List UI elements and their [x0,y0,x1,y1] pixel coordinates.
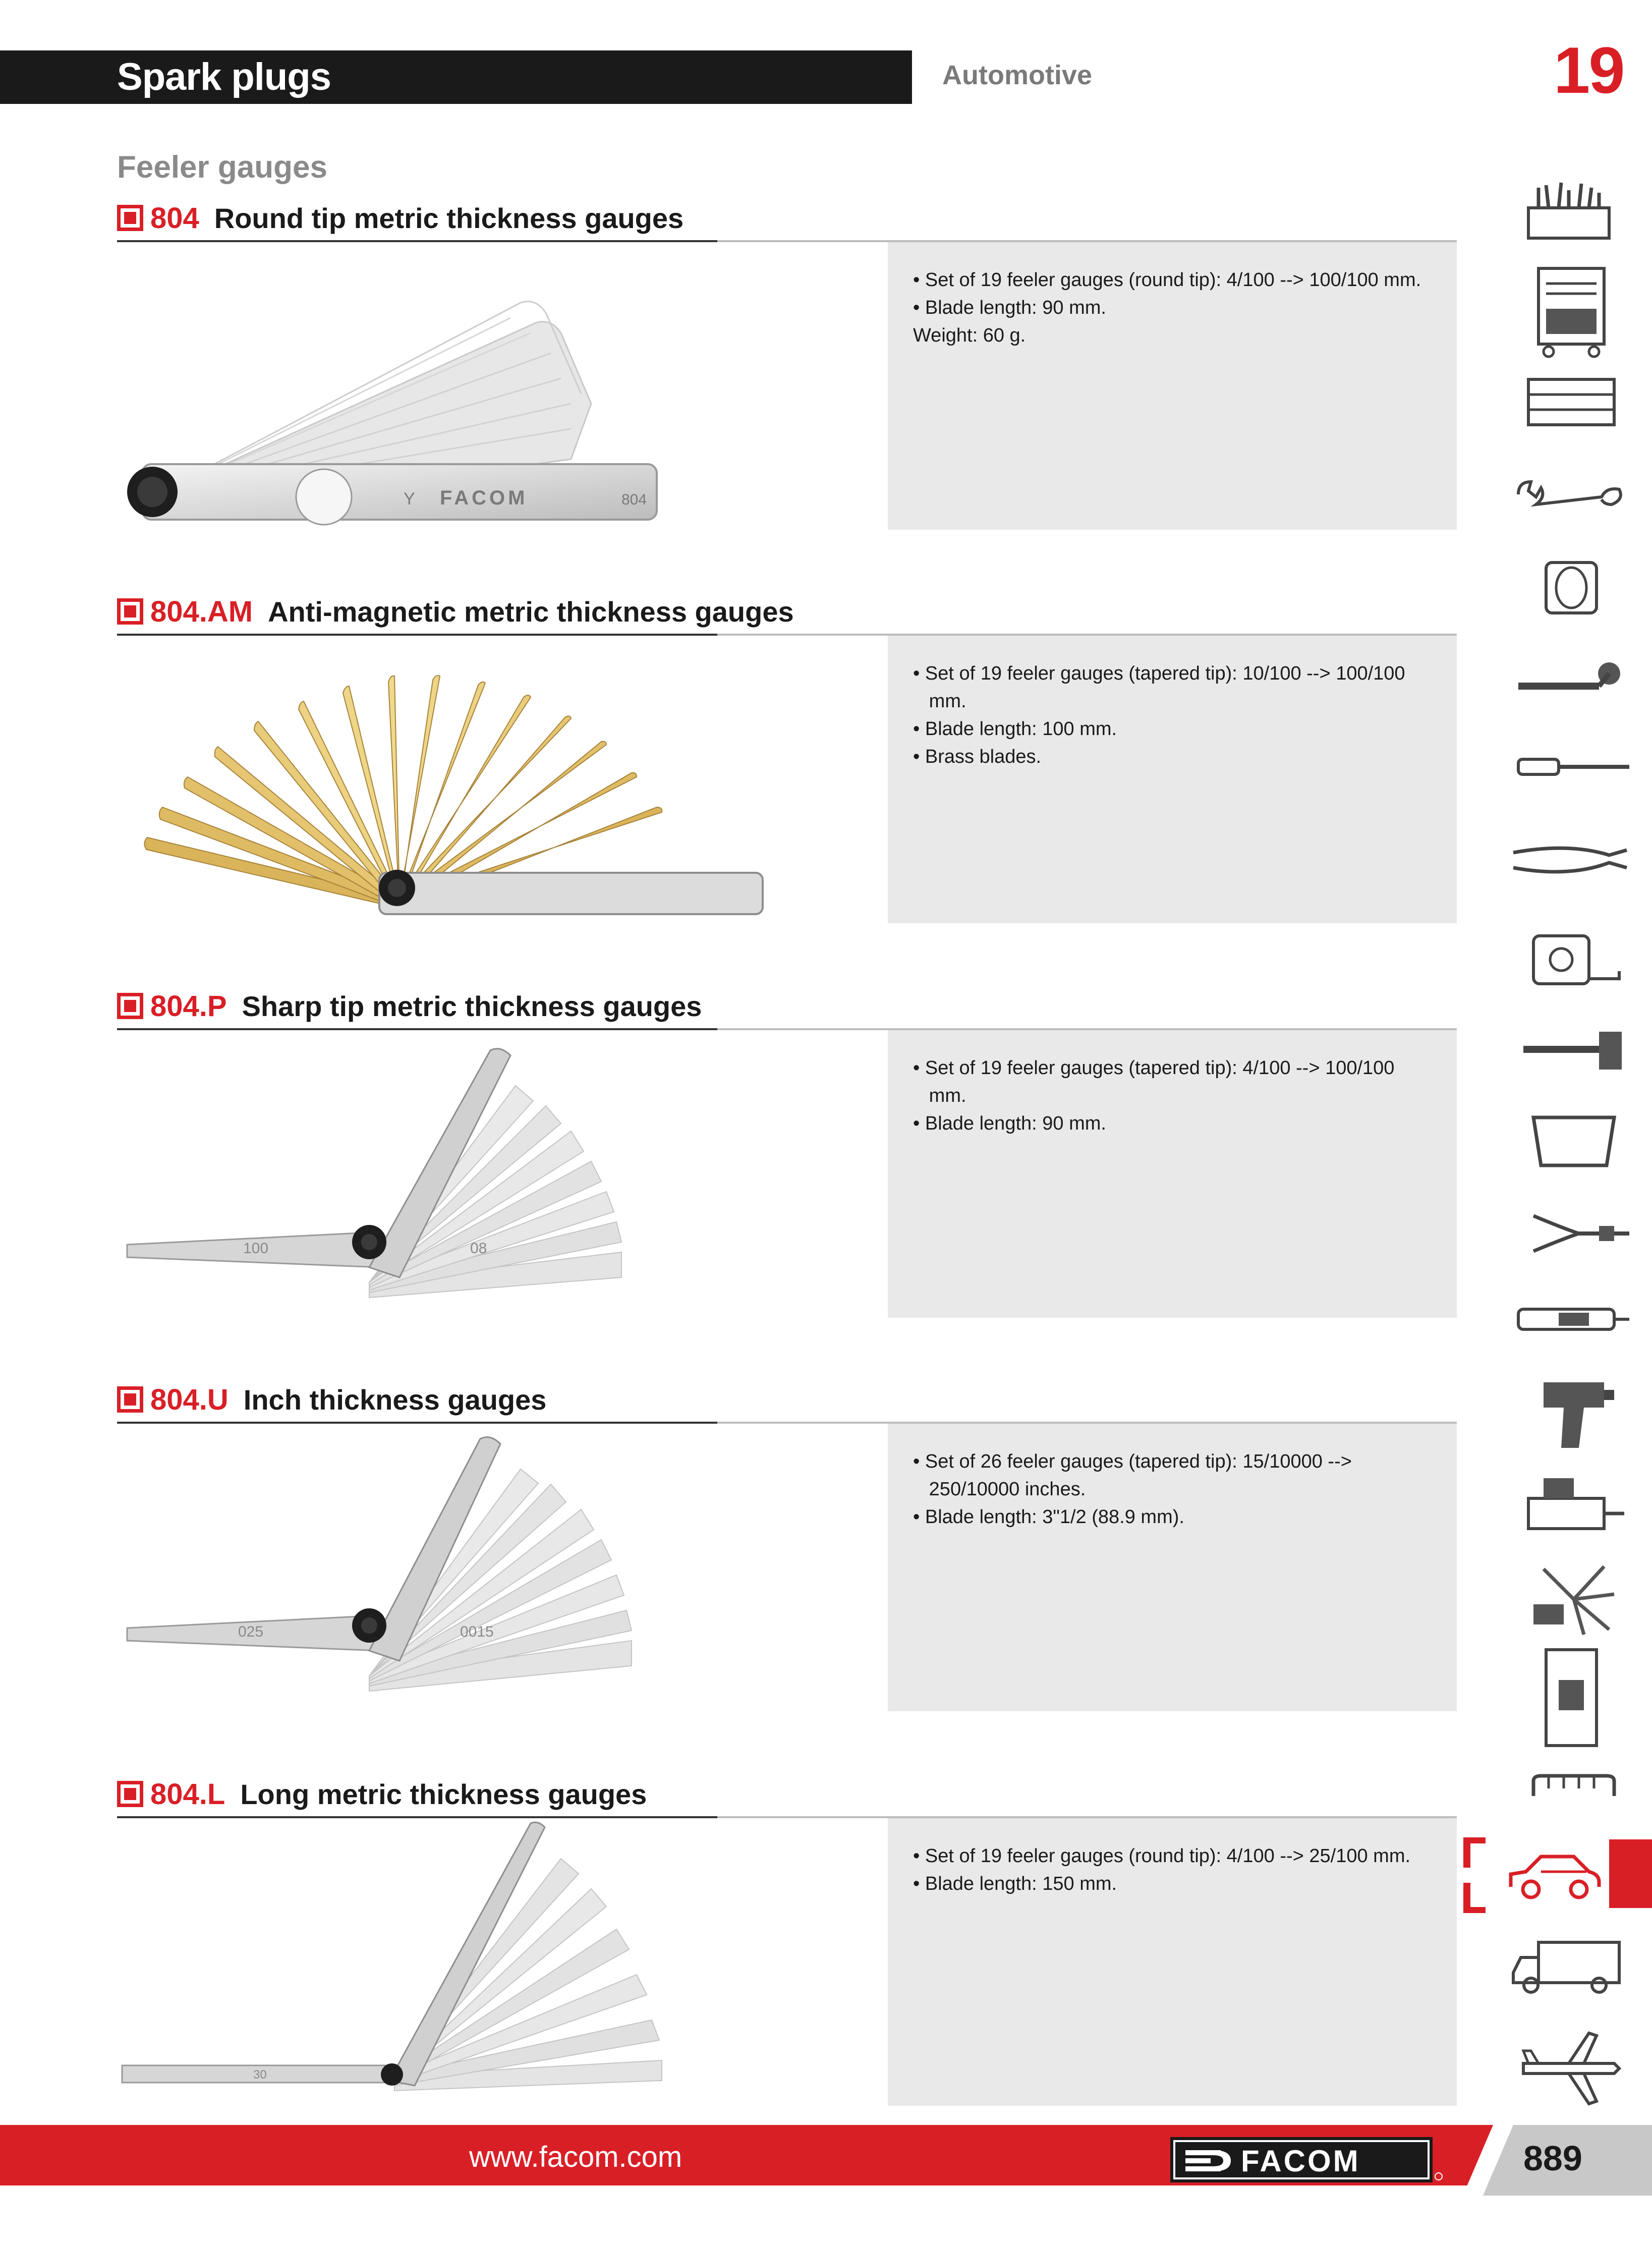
product-name: Round tip metric thickness gauges [214,202,684,234]
spec-line: • Blade length: 150 mm. [913,1873,1117,1894]
red-square-icon [117,993,143,1019]
page-number: 889 [1523,2139,1582,2178]
spec-line: • Set of 19 feeler gauges (tapered tip): 10/100 --> 100/100 [913,663,1405,684]
hammer-icon[interactable] [1518,1024,1629,1075]
spec-box [888,1424,1457,1711]
product-ref: 804 [150,201,199,235]
car-icon[interactable] [1503,1846,1604,1907]
blade-marking: 0015 [460,1623,494,1640]
product-name: Sharp tip metric thickness gauges [242,990,702,1022]
spec-line: mm. [913,1085,966,1106]
blade-marking: Y [404,489,415,509]
category-label: Automotive [942,60,1092,90]
page-title: Spark plugs [117,55,331,98]
product-title-row [117,1379,546,1420]
section-heading: Feeler gauges [117,150,327,185]
spec-line: • Set of 19 feeler gauges (round tip): 4/100 --> 100/100 mm. [913,269,1421,291]
tape-measure-icon[interactable] [1528,928,1624,989]
spec-line: • Brass blades. [913,746,1042,767]
aircraft-icon[interactable] [1513,2023,1624,2114]
product-ref: 804.AM [150,595,253,628]
blade-marking: FACOM [440,487,528,509]
long-gauge-image [117,1818,874,2141]
red-square-icon [117,1781,143,1807]
spec-line: • Set of 19 feeler gauges (tapered tip): 4/100 --> 100/100 [913,1057,1395,1079]
hacksaw-icon[interactable] [1523,1110,1624,1175]
spec-line: • Blade length: 90 mm. [913,1113,1106,1134]
product-name: Long metric thickness gauges [240,1778,647,1810]
facom-wordmark: FACOM [1241,2144,1360,2178]
red-square-icon [117,598,143,625]
spec-line: 250/10000 inches. [913,1479,1086,1500]
spec-line: • Blade length: 3"1/2 (88.9 mm). [913,1506,1184,1528]
pliers-icon[interactable] [1508,837,1634,883]
chapter-number: 19 [1554,33,1624,107]
socket-icon[interactable] [1539,555,1604,621]
spec-box [888,1030,1457,1318]
screwdriver-icon[interactable] [1513,752,1634,782]
coupling-icon[interactable] [1523,1766,1624,1806]
blade-marking: 08 [470,1240,487,1257]
product-name: Anti-magnetic metric thickness gauges [268,595,794,628]
spec-line: • Blade length: 90 mm. [913,297,1106,318]
blade-marking: 30 [253,2068,267,2082]
facom-logo [1170,2137,1443,2182]
roller-cabinet-icon[interactable] [1533,263,1609,359]
active-nav-tab [1609,1839,1652,1908]
active-nav-bracket [1463,1837,1488,1913]
spec-box [888,242,1457,530]
vice-icon[interactable] [1513,1468,1629,1539]
spec-line: • Set of 26 feeler gauges (tapered tip): 15/10000 --> [913,1451,1352,1472]
tool-storage-icon[interactable] [1518,178,1619,243]
electrical-icon[interactable] [1539,1645,1604,1751]
spec-box [888,1818,1457,2106]
red-square-icon [117,205,143,231]
spec-line: Weight: 60 g. [913,325,1026,346]
puller-icon[interactable] [1523,1206,1634,1261]
blade-marking: 804 [621,491,647,508]
spec-line: • Blade length: 100 mm. [913,718,1117,740]
spec-line: • Set of 19 feeler gauges (round tip): 4/100 --> 25/100 mm. [913,1845,1411,1867]
tool-box-icon[interactable] [1523,374,1619,430]
round-tip-gauge-image [117,242,874,565]
product-ref: 804.P [150,989,227,1023]
red-square-icon [117,1386,143,1413]
spec-line: mm. [913,691,966,712]
blade-marking: 100 [243,1240,269,1257]
product-ref: 804.U [150,1383,229,1416]
ratchet-icon[interactable] [1513,656,1629,706]
footer-url[interactable]: www.facom.com [469,2141,682,2173]
impact-wrench-icon[interactable] [1533,1372,1619,1458]
inch-gauge-image [117,1424,874,1747]
truck-icon[interactable] [1508,1932,1624,1998]
brass-gauge-image [117,636,874,959]
product-name: Inch thickness gauges [243,1383,547,1416]
product-title-row [117,198,683,238]
sharp-tip-gauge-image [117,1030,874,1353]
tester-icon[interactable] [1513,1302,1634,1337]
product-title-row [117,591,794,632]
wrench-icon[interactable] [1508,477,1629,512]
blade-marking: 025 [238,1623,264,1640]
spec-box [888,636,1457,923]
product-title-row [117,1774,647,1814]
safety-icon[interactable] [1523,1559,1624,1640]
product-ref: 804.L [150,1777,225,1811]
product-title-row [117,986,702,1026]
